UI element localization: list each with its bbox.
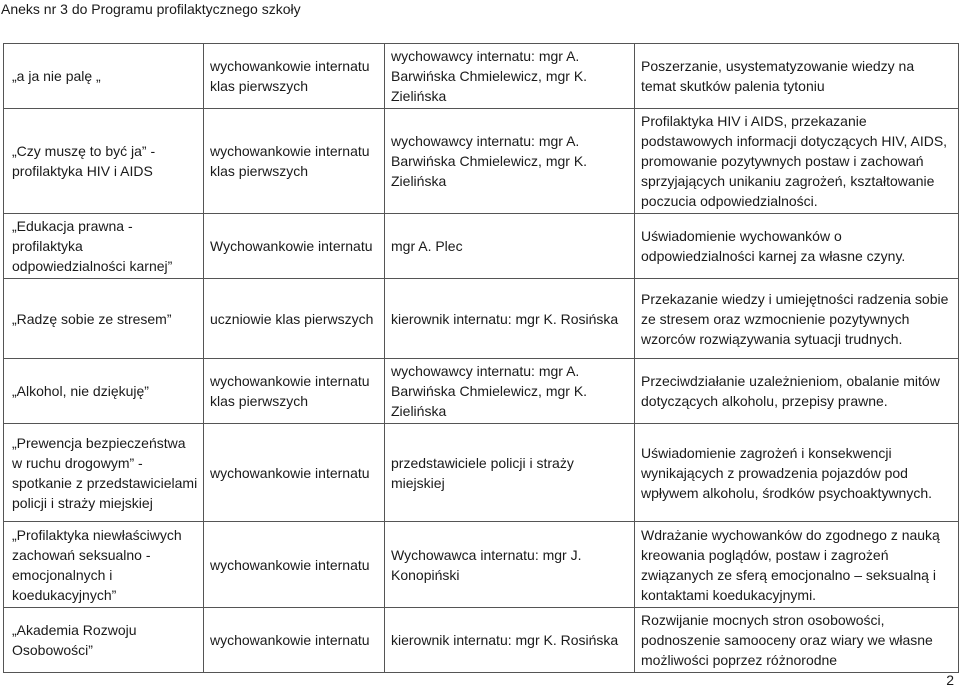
- target-group-cell: wychowankowie internatu: [204, 424, 385, 522]
- table-row: [4, 44, 959, 109]
- target-group-cell: wychowankowie internatu: [204, 522, 385, 608]
- table-row: [4, 424, 959, 522]
- target-group-cell: uczniowie klas pierwszych: [204, 279, 385, 359]
- table-row: [4, 109, 959, 214]
- goal-cell: Rozwijanie mocnych stron osobowości, podnoszenie samooceny oraz wiary we własne możliwości poprzez różnorodne: [635, 608, 959, 673]
- responsible-cell: przedstawiciele policji i straży miejskiej: [385, 424, 635, 522]
- responsible-cell: wychowawcy internatu: mgr A. Barwińska Chmielewicz, mgr K. Zielińska: [385, 109, 635, 214]
- responsible-cell: wychowawcy internatu: mgr A. Barwińska Chmielewicz, mgr K. Zielińska: [385, 44, 635, 109]
- topic-cell: „Czy muszę to być ja” - profilaktyka HIV i AIDS: [4, 109, 204, 214]
- table-row: [4, 214, 959, 279]
- target-group-cell: Wychowankowie internatu: [204, 214, 385, 279]
- program-table: [3, 43, 959, 673]
- goal-cell: Wdrażanie wychowanków do zgodnego z nauką kreowania poglądów, postaw i zagrożeń związanych ze sferą emocjonalno – seksualną i kontaktami koedukacyjnymi.: [635, 522, 959, 608]
- responsible-cell: kierownik internatu: mgr K. Rosińska: [385, 608, 635, 673]
- goal-cell: Poszerzanie, usystematyzowanie wiedzy na temat skutków palenia tytoniu: [635, 44, 959, 109]
- responsible-cell: kierownik internatu: mgr K. Rosińska: [385, 279, 635, 359]
- table-row: [4, 359, 959, 424]
- document-header: Aneks nr 3 do Programu profilaktycznego szkoły: [1, 1, 301, 17]
- topic-cell: „a ja nie palę „: [4, 44, 204, 109]
- goal-cell: Uświadomienie zagrożeń i konsekwencji wynikających z prowadzenia pojazdów pod wpływem alkoholu, środków psychoaktywnych.: [635, 424, 959, 522]
- topic-cell: „Akademia Rozwoju Osobowości”: [4, 608, 204, 673]
- topic-cell: „Alkohol, nie dziękuję”: [4, 359, 204, 424]
- topic-cell: „Profilaktyka niewłaściwych zachowań seksualno - emocjonalnych i koedukacyjnych”: [4, 522, 204, 608]
- goal-cell: Przekazanie wiedzy i umiejętności radzenia sobie ze stresem oraz wzmocnienie pozytywnych wzorców rozwiązywania sytuacji trudnych.: [635, 279, 959, 359]
- topic-cell: „Prewencja bezpieczeństwa w ruchu drogowym” - spotkanie z przedstawicielami policji i straży miejskiej: [4, 424, 204, 522]
- target-group-cell: wychowankowie internatu klas pierwszych: [204, 359, 385, 424]
- table-row: [4, 608, 959, 673]
- responsible-cell: Wychowawca internatu: mgr J. Konopiński: [385, 522, 635, 608]
- goal-cell: Przeciwdziałanie uzależnieniom, obalanie mitów dotyczących alkoholu, przepisy prawne.: [635, 359, 959, 424]
- topic-cell: „Radzę sobie ze stresem”: [4, 279, 204, 359]
- responsible-cell: wychowawcy internatu: mgr A. Barwińska Chmielewicz, mgr K. Zielińska: [385, 359, 635, 424]
- responsible-cell: mgr A. Plec: [385, 214, 635, 279]
- target-group-cell: wychowankowie internatu klas pierwszych: [204, 44, 385, 109]
- target-group-cell: wychowankowie internatu klas pierwszych: [204, 109, 385, 214]
- goal-cell: Profilaktyka HIV i AIDS, przekazanie podstawowych informacji dotyczących HIV, AIDS, promowanie pozytywnych postaw i zachowań sprzyjających unikaniu zagrożeń, kształtowanie poczucia odpowiedzialności.: [635, 109, 959, 214]
- page-number: 2: [946, 672, 954, 688]
- goal-cell: Uświadomienie wychowanków o odpowiedzialności karnej za własne czyny.: [635, 214, 959, 279]
- target-group-cell: wychowankowie internatu: [204, 608, 385, 673]
- topic-cell: „Edukacja prawna - profilaktyka odpowiedzialności karnej”: [4, 214, 204, 279]
- table-row: [4, 522, 959, 608]
- table-row: [4, 279, 959, 359]
